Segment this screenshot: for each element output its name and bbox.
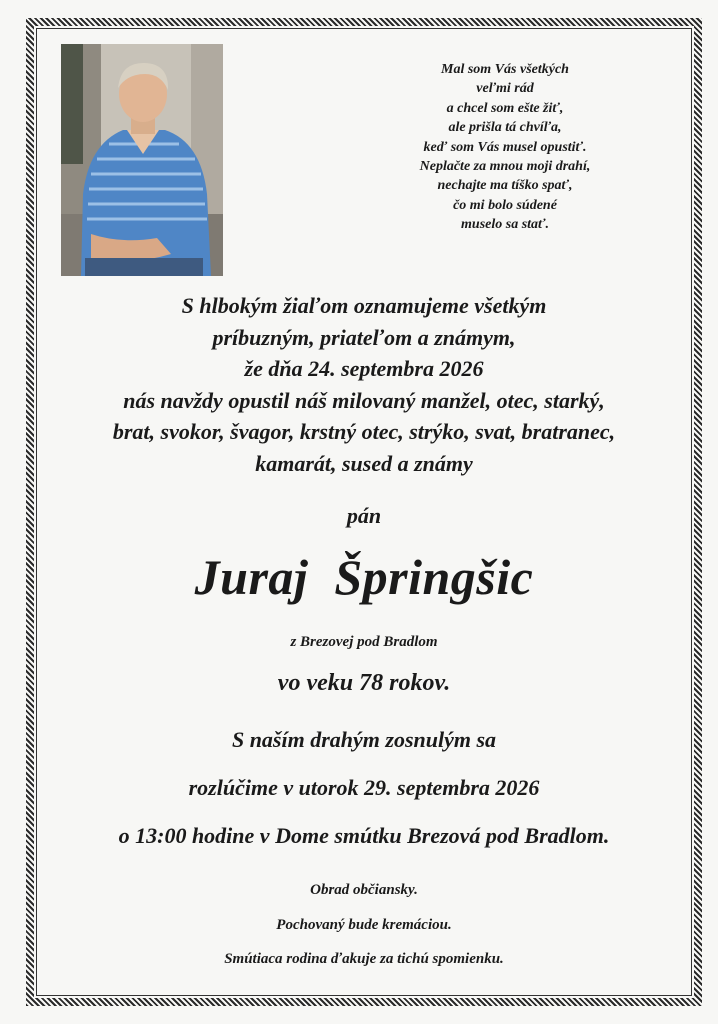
poem-line: veľmi rád xyxy=(476,81,534,97)
poem xyxy=(372,60,638,235)
origin-text: z Brezovej pod Bradlom xyxy=(290,634,438,650)
farewell-line: S naším drahým zosnulým sa xyxy=(231,727,497,752)
thanks-text: Smútiaca rodina ďakuje za tichú spomienku. xyxy=(224,951,504,967)
age-text: vo veku 78 rokov. xyxy=(277,670,451,696)
announcement-line: príbuzným, priateľom a známym, xyxy=(212,324,516,350)
poem-line: Mal som Vás všetkých xyxy=(441,62,569,77)
honorific-title: pán xyxy=(346,503,382,528)
announcement-line: S hlbokým žiaľom oznamujeme všetkým xyxy=(181,293,547,318)
poem-line: čo mi bolo súdené xyxy=(453,197,557,213)
poem-line: Neplačte za mnou moji drahí, xyxy=(419,159,591,175)
announcement xyxy=(44,290,684,479)
poem-line: keď som Vás musel opustiť. xyxy=(423,139,587,155)
portrait-photo-icon xyxy=(61,44,223,276)
announcement-line: že dňa 24. septembra 2026 xyxy=(244,356,484,381)
ceremony-text: Obrad občiansky. xyxy=(310,882,418,898)
poem-line: a chcel som ešte žiť, xyxy=(446,100,564,116)
announcement-line: kamarát, sused a známy xyxy=(255,450,473,476)
poem-line: muselo sa stať. xyxy=(461,217,549,233)
deceased-name: Juraj Špringšic xyxy=(194,549,534,605)
poem-line: nechajte ma tíško spať, xyxy=(437,178,573,194)
farewell-line: rozlúčime v utorok 29. septembra 2026 xyxy=(188,775,540,800)
poem-line: ale prišla tá chvíľa, xyxy=(448,120,562,136)
announcement-line: brat, svokor, švagor, krstný otec, strýko, svat, bratranec, xyxy=(112,419,616,444)
burial-text: Pochovaný bude kremáciou. xyxy=(276,917,452,933)
announcement-line: nás navždy opustil náš milovaný manžel, otec, starký, xyxy=(123,387,605,413)
portrait-photo xyxy=(61,44,223,276)
farewell-line: o 13:00 hodine v Dome smútku Brezová pod Bradlom. xyxy=(118,823,610,848)
